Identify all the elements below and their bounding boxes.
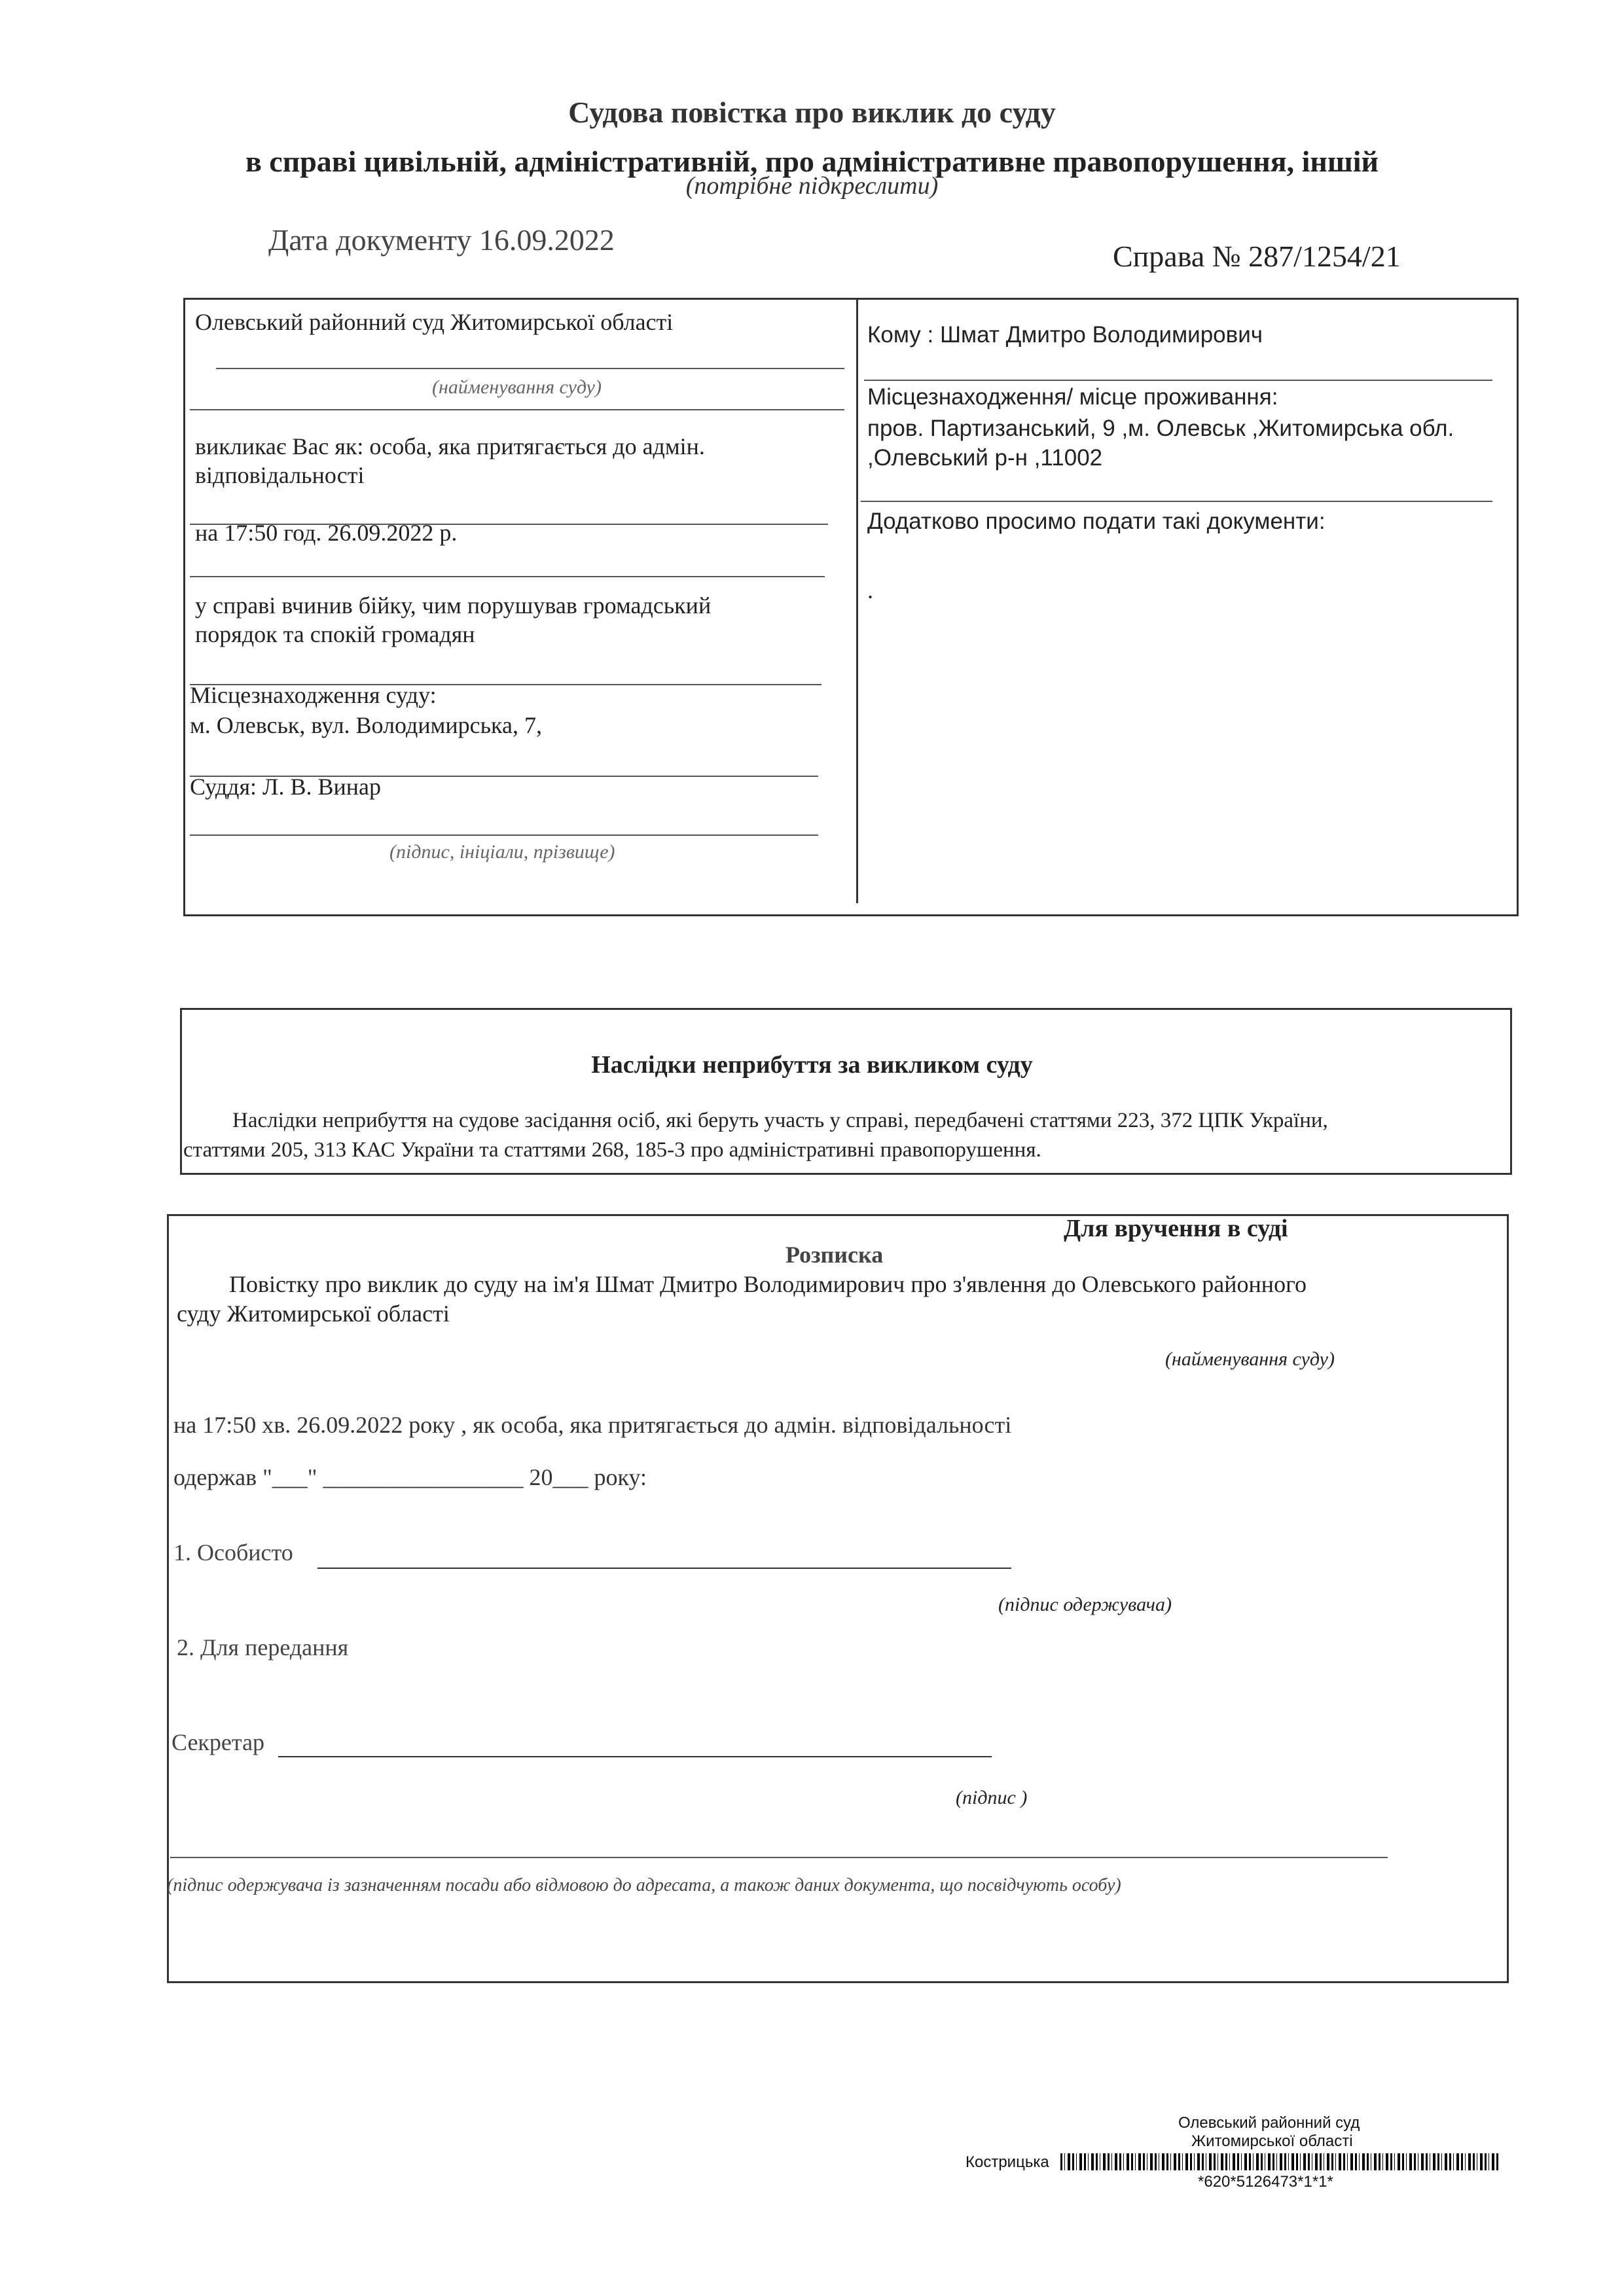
secretary-signature-line <box>278 1756 992 1757</box>
signature-caption: (підпис ) <box>956 1787 1028 1808</box>
receipt-heading: Розписка <box>785 1242 884 1268</box>
clerk-name: Кострицька <box>965 2153 1049 2171</box>
case-number: Справа № 287/1254/21 <box>1113 240 1401 273</box>
residence-label: Місцезнаходження/ місце проживання: <box>867 384 1278 410</box>
divider-line <box>216 368 844 369</box>
bottom-signature-line <box>170 1857 1388 1858</box>
consequences-text-cont: статтями 205, 313 КАС України та статтями 268, 185-3 про адміністративні правопорушення. <box>183 1138 1041 1162</box>
document-date: Дата документу 16.09.2022 <box>268 223 615 257</box>
for-delivery-label: Для вручення в суді <box>1064 1215 1288 1242</box>
column-divider <box>856 298 858 903</box>
recipient-name: Кому : Шмат Дмитро Володимирович <box>867 322 1263 348</box>
divider-line <box>190 409 844 410</box>
receipt-box <box>167 1214 1509 1983</box>
barcode-number: *620*5126473*1*1* <box>1198 2173 1333 2191</box>
court-name: Олевський районний суд Житомирської області <box>195 309 674 335</box>
receipt-court-caption: (найменування суду) <box>1165 1348 1335 1370</box>
consequences-heading: Наслідки неприбуття за викликом суду <box>591 1051 1033 1079</box>
divider-line <box>861 501 1492 502</box>
court-name-caption: (найменування суду) <box>432 376 602 398</box>
case-description-cont: порядок та спокій громадян <box>195 621 475 647</box>
summons-role-cont: відповідальності <box>195 462 365 488</box>
receipt-text: Повістку про виклик до суду на ім'я Шмат Дмитро Володимирович про з'явлення до Олевського районного <box>229 1271 1307 1297</box>
barcode <box>1060 2153 1499 2170</box>
secretary-label: Секретар <box>171 1729 265 1755</box>
hearing-time: на 17:50 год. 26.09.2022 р. <box>195 520 458 546</box>
summons-role: викликає Вас як: особа, яка притягається до адмін. <box>195 433 705 459</box>
footer-court-line1: Олевський районний суд <box>1178 2114 1360 2132</box>
underline-note: (потрібне підкреслити) <box>685 172 939 200</box>
residence-address-cont: ,Олевський р-н ,11002 <box>867 445 1103 471</box>
personally-label: 1. Особисто <box>173 1539 293 1566</box>
transfer-label: 2. Для передання <box>177 1634 349 1660</box>
receipt-time-line: на 17:50 хв. 26.09.2022 року , як особа, яка притягається до адмін. відповідальності <box>173 1412 1012 1438</box>
divider-line <box>864 380 1492 381</box>
judge-name: Суддя: Л. В. Винар <box>190 774 381 800</box>
footer-court-line2: Житомирської області <box>1191 2132 1353 2150</box>
case-description: у справі вчинив бійку, чим порушував громадський <box>195 592 712 619</box>
personal-signature-line <box>317 1568 1011 1569</box>
consequences-text: Наслідки неприбуття на судове засідання осіб, які беруть участь у справі, передбачені статтями 223, 372 ЦПК України, <box>232 1109 1328 1132</box>
stray-dot: . <box>867 577 873 603</box>
court-location-label: Місцезнаходження суду: <box>190 682 437 708</box>
divider-line <box>190 834 818 836</box>
court-location: м. Олевськ, вул. Володимирська, 7, <box>190 712 542 738</box>
bottom-caption: (підпис одержувача із зазначенням посади або відмовою до адресата, а також даних документа, що посвідчують особу) <box>167 1875 1121 1895</box>
receipt-text-cont: суду Житомирської області <box>177 1300 450 1327</box>
divider-line <box>190 576 825 577</box>
extra-documents-label: Додатково просимо подати такі документи: <box>867 509 1326 534</box>
judge-caption: (підпис, ініціали, прізвище) <box>389 841 615 863</box>
recipient-signature-caption: (підпис одержувача) <box>998 1594 1172 1615</box>
summons-title: Судова повістка про виклик до суду <box>568 96 1056 129</box>
received-date-line: одержав "___" _________________ 20___ року: <box>173 1464 647 1490</box>
case-type-line: в справі цивільній, адміністративній, про адміністративне правопорушення, іншій <box>245 145 1379 178</box>
residence-address: пров. Партизанський, 9 ,м. Олевськ ,Житомирська обл. <box>867 416 1454 441</box>
